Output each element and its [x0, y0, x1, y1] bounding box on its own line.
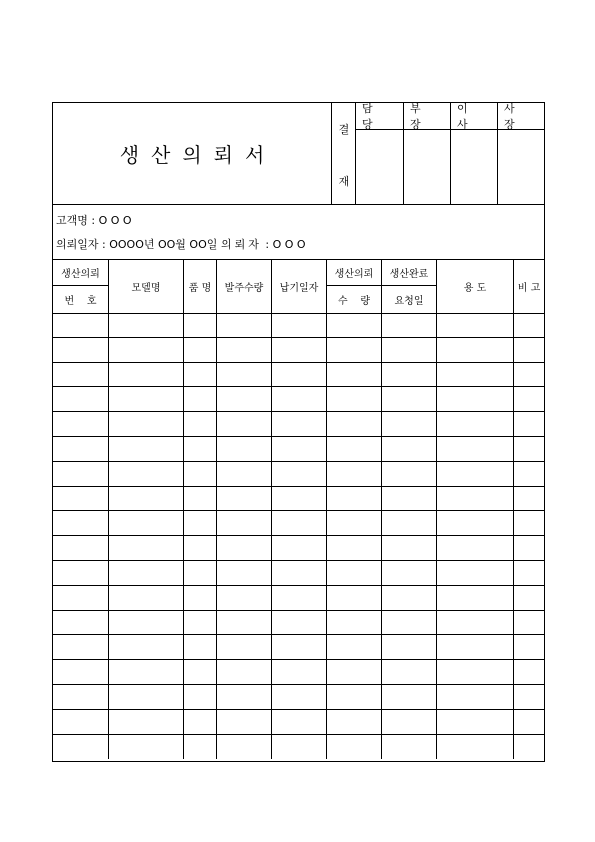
cell-delivery-date[interactable]: [271, 313, 326, 337]
cell-remarks[interactable]: [513, 387, 544, 411]
header-delivery-date: 납기일자: [271, 259, 326, 313]
cell-request-number[interactable]: [53, 363, 108, 387]
cell-usage[interactable]: [436, 660, 513, 684]
cell-item-name[interactable]: [183, 611, 216, 635]
approval-label-top: 결: [338, 123, 350, 136]
cell-request-qty[interactable]: [326, 462, 381, 486]
cell-item-name[interactable]: [183, 313, 216, 337]
cell-model-name[interactable]: [108, 536, 183, 560]
cell-item-name[interactable]: [183, 685, 216, 709]
cell-completion-date[interactable]: [381, 735, 436, 760]
cell-order-qty[interactable]: [216, 511, 271, 535]
cell-usage[interactable]: [436, 511, 513, 535]
cell-remarks[interactable]: [513, 561, 544, 585]
cell-delivery-date[interactable]: [271, 685, 326, 709]
cell-item-name[interactable]: [183, 412, 216, 436]
cell-model-name[interactable]: [108, 412, 183, 436]
cell-request-qty[interactable]: [326, 735, 381, 760]
approval-role-dept-head: 부 장: [404, 103, 451, 130]
cell-delivery-date[interactable]: [271, 536, 326, 560]
cell-completion-date[interactable]: [381, 635, 436, 659]
cell-request-qty[interactable]: [326, 635, 381, 659]
cell-completion-date[interactable]: [381, 660, 436, 684]
cell-completion-date[interactable]: [381, 338, 436, 362]
cell-model-name[interactable]: [108, 611, 183, 635]
cell-order-qty[interactable]: [216, 561, 271, 585]
cell-order-qty[interactable]: [216, 536, 271, 560]
cell-model-name[interactable]: [108, 363, 183, 387]
cell-request-number[interactable]: [53, 313, 108, 337]
header-request-qty-top: 생산의뢰: [326, 259, 381, 286]
header-usage: 용 도: [436, 259, 513, 313]
cell-delivery-date[interactable]: [271, 586, 326, 610]
cell-model-name[interactable]: [108, 660, 183, 684]
cell-remarks[interactable]: [513, 735, 544, 760]
cell-delivery-date[interactable]: [271, 363, 326, 387]
cell-item-name[interactable]: [183, 710, 216, 734]
approval-cell-manager[interactable]: [356, 103, 404, 204]
approval-role-president: 사 장: [498, 103, 545, 130]
cell-request-number[interactable]: [53, 338, 108, 362]
cell-request-qty[interactable]: [326, 710, 381, 734]
customer-label: 고객명: [56, 214, 88, 227]
cell-order-qty[interactable]: [216, 313, 271, 337]
cell-completion-date[interactable]: [381, 412, 436, 436]
cell-item-name[interactable]: [183, 561, 216, 585]
table-body: [53, 313, 544, 759]
cell-delivery-date[interactable]: [271, 338, 326, 362]
approval-box: [331, 103, 545, 204]
cell-request-number[interactable]: [53, 387, 108, 411]
table-row: [53, 660, 544, 685]
cell-completion-date[interactable]: [381, 561, 436, 585]
cell-order-qty[interactable]: [216, 338, 271, 362]
cell-request-number[interactable]: [53, 437, 108, 461]
cell-item-name[interactable]: [183, 586, 216, 610]
approval-role-director: 이 사: [451, 103, 498, 130]
header-request-number-bottom: 번 호: [64, 296, 97, 307]
cell-delivery-date[interactable]: [271, 710, 326, 734]
requester-line: 의뢰자 : O O O: [221, 238, 306, 251]
cell-delivery-date[interactable]: [271, 387, 326, 411]
cell-request-qty[interactable]: [326, 363, 381, 387]
cell-item-name[interactable]: [183, 635, 216, 659]
cell-order-qty[interactable]: [216, 437, 271, 461]
cell-order-qty[interactable]: [216, 735, 271, 760]
cell-order-qty[interactable]: [216, 685, 271, 709]
cell-request-number[interactable]: [53, 611, 108, 635]
cell-usage[interactable]: [436, 487, 513, 511]
cell-remarks[interactable]: [513, 536, 544, 560]
cell-item-name[interactable]: [183, 338, 216, 362]
cell-remarks[interactable]: [513, 363, 544, 387]
production-request-form: [52, 102, 545, 762]
cell-request-number[interactable]: [53, 487, 108, 511]
cell-item-name[interactable]: [183, 462, 216, 486]
cell-delivery-date[interactable]: [271, 487, 326, 511]
cell-remarks[interactable]: [513, 710, 544, 734]
cell-delivery-date[interactable]: [271, 635, 326, 659]
cell-completion-date[interactable]: [381, 313, 436, 337]
cell-remarks[interactable]: [513, 462, 544, 486]
cell-model-name[interactable]: [108, 586, 183, 610]
header-completion-bottom: 요청일: [381, 286, 436, 313]
cell-request-qty[interactable]: [326, 412, 381, 436]
cell-model-name[interactable]: [108, 561, 183, 585]
cell-usage[interactable]: [436, 338, 513, 362]
approval-cell-director[interactable]: [450, 103, 498, 204]
cell-remarks[interactable]: [513, 487, 544, 511]
table-row: [53, 412, 544, 437]
cell-delivery-date[interactable]: [271, 412, 326, 436]
cell-request-number[interactable]: [53, 710, 108, 734]
cell-model-name[interactable]: [108, 710, 183, 734]
cell-request-qty[interactable]: [326, 611, 381, 635]
cell-model-name[interactable]: [108, 685, 183, 709]
cell-usage[interactable]: [436, 412, 513, 436]
cell-order-qty[interactable]: [216, 487, 271, 511]
cell-completion-date[interactable]: [381, 586, 436, 610]
cell-order-qty[interactable]: [216, 710, 271, 734]
cell-request-qty[interactable]: [326, 387, 381, 411]
cell-item-name[interactable]: [183, 536, 216, 560]
cell-model-name[interactable]: [108, 635, 183, 659]
table-row: [53, 710, 544, 735]
requester-label: 의뢰자: [221, 238, 262, 251]
cell-completion-date[interactable]: [381, 487, 436, 511]
cell-delivery-date[interactable]: [271, 735, 326, 760]
cell-usage[interactable]: [436, 561, 513, 585]
cell-remarks[interactable]: [513, 338, 544, 362]
cell-model-name[interactable]: [108, 387, 183, 411]
cell-request-qty[interactable]: [326, 685, 381, 709]
requester-value[interactable]: O O O: [272, 238, 306, 251]
cell-order-qty[interactable]: [216, 611, 271, 635]
cell-order-qty[interactable]: [216, 586, 271, 610]
cell-item-name[interactable]: [183, 363, 216, 387]
cell-completion-date[interactable]: [381, 387, 436, 411]
cell-delivery-date[interactable]: [271, 660, 326, 684]
cell-item-name[interactable]: [183, 387, 216, 411]
header-order-qty: 발주수량: [216, 259, 271, 313]
cell-item-name[interactable]: [183, 487, 216, 511]
cell-delivery-date[interactable]: [271, 561, 326, 585]
table-row: [53, 536, 544, 561]
header-remarks: 비 고: [513, 259, 544, 313]
table-row: [53, 487, 544, 512]
table-row: [53, 685, 544, 710]
cell-remarks[interactable]: [513, 586, 544, 610]
cell-completion-date[interactable]: [381, 536, 436, 560]
cell-request-qty[interactable]: [326, 338, 381, 362]
request-date-value[interactable]: OOOO년 OO월 OO일: [109, 238, 218, 251]
cell-request-qty[interactable]: [326, 660, 381, 684]
cell-delivery-date[interactable]: [271, 437, 326, 461]
cell-request-number[interactable]: [53, 561, 108, 585]
cell-usage[interactable]: [436, 363, 513, 387]
customer-value[interactable]: O O O: [98, 214, 132, 227]
table-row: [53, 611, 544, 636]
cell-usage[interactable]: [436, 685, 513, 709]
cell-delivery-date[interactable]: [271, 611, 326, 635]
cell-usage[interactable]: [436, 586, 513, 610]
approval-label: [332, 103, 356, 204]
cell-remarks[interactable]: [513, 437, 544, 461]
cell-request-number[interactable]: [53, 635, 108, 659]
form-header: [53, 103, 544, 205]
cell-order-qty[interactable]: [216, 462, 271, 486]
cell-model-name[interactable]: [108, 313, 183, 337]
cell-item-name[interactable]: [183, 511, 216, 535]
customer-line: 고객명 : O O O: [56, 214, 132, 227]
cell-order-qty[interactable]: [216, 363, 271, 387]
cell-request-number[interactable]: [53, 536, 108, 560]
cell-item-name[interactable]: [183, 660, 216, 684]
cell-request-qty[interactable]: [326, 561, 381, 585]
cell-order-qty[interactable]: [216, 412, 271, 436]
header-model-name: 모델명: [108, 259, 183, 313]
approval-cell-dept-head[interactable]: [403, 103, 451, 204]
cell-remarks[interactable]: [513, 660, 544, 684]
table-header: [53, 259, 544, 314]
cell-usage[interactable]: [436, 735, 513, 760]
cell-usage[interactable]: [436, 387, 513, 411]
cell-delivery-date[interactable]: [271, 511, 326, 535]
cell-usage[interactable]: [436, 635, 513, 659]
cell-order-qty[interactable]: [216, 635, 271, 659]
cell-request-qty[interactable]: [326, 586, 381, 610]
table-row: [53, 387, 544, 412]
cell-request-qty[interactable]: [326, 536, 381, 560]
cell-usage[interactable]: [436, 536, 513, 560]
cell-usage[interactable]: [436, 313, 513, 337]
table-row: [53, 313, 544, 338]
header-item-name: 품 명: [183, 259, 216, 313]
cell-request-qty[interactable]: [326, 511, 381, 535]
cell-remarks[interactable]: [513, 511, 544, 535]
table-row: [53, 462, 544, 487]
cell-completion-date[interactable]: [381, 462, 436, 486]
cell-remarks[interactable]: [513, 635, 544, 659]
form-title: 생산의뢰서: [119, 143, 277, 167]
header-completion-top: 생산완료: [381, 259, 436, 286]
cell-remarks[interactable]: [513, 611, 544, 635]
cell-model-name[interactable]: [108, 511, 183, 535]
cell-request-number[interactable]: [53, 412, 108, 436]
date-line: 의뢰일자 : OOOO년 OO월 OO일: [56, 238, 218, 251]
cell-completion-date[interactable]: [381, 363, 436, 387]
cell-request-number[interactable]: [53, 685, 108, 709]
cell-request-number[interactable]: [53, 511, 108, 535]
cell-usage[interactable]: [436, 437, 513, 461]
cell-order-qty[interactable]: [216, 387, 271, 411]
cell-request-qty[interactable]: [326, 437, 381, 461]
approval-role-manager: 담 당: [356, 103, 404, 130]
table-row: [53, 635, 544, 660]
cell-request-number[interactable]: [53, 735, 108, 760]
table-row: [53, 511, 544, 536]
cell-request-number[interactable]: [53, 660, 108, 684]
approval-label-bottom: 재: [338, 175, 350, 188]
cell-remarks[interactable]: [513, 412, 544, 436]
cell-usage[interactable]: [436, 611, 513, 635]
cell-order-qty[interactable]: [216, 660, 271, 684]
table-row: [53, 735, 544, 760]
table-row: [53, 586, 544, 611]
table-row: [53, 363, 544, 388]
table-row: [53, 338, 544, 363]
cell-request-qty[interactable]: [326, 487, 381, 511]
cell-completion-date[interactable]: [381, 611, 436, 635]
cell-remarks[interactable]: [513, 313, 544, 337]
request-date-label: 의뢰일자: [56, 238, 99, 251]
cell-completion-date[interactable]: [381, 437, 436, 461]
cell-model-name[interactable]: [108, 487, 183, 511]
cell-usage[interactable]: [436, 710, 513, 734]
cell-model-name[interactable]: [108, 735, 183, 760]
cell-item-name[interactable]: [183, 735, 216, 760]
cell-completion-date[interactable]: [381, 685, 436, 709]
approval-cell-president[interactable]: [497, 103, 545, 204]
cell-delivery-date[interactable]: [271, 462, 326, 486]
cell-request-qty[interactable]: [326, 313, 381, 337]
header-request-number-top: 생산의뢰: [53, 259, 108, 286]
cell-model-name[interactable]: [108, 437, 183, 461]
cell-model-name[interactable]: [108, 462, 183, 486]
table-row: [53, 437, 544, 462]
header-request-qty-bottom: 수 량: [326, 286, 381, 313]
cell-remarks[interactable]: [513, 685, 544, 709]
cell-model-name[interactable]: [108, 338, 183, 362]
table-row: [53, 561, 544, 586]
cell-item-name[interactable]: [183, 437, 216, 461]
cell-usage[interactable]: [436, 462, 513, 486]
request-info: [53, 204, 544, 260]
cell-completion-date[interactable]: [381, 511, 436, 535]
cell-completion-date[interactable]: [381, 710, 436, 734]
cell-request-number[interactable]: [53, 462, 108, 486]
cell-request-number[interactable]: [53, 586, 108, 610]
